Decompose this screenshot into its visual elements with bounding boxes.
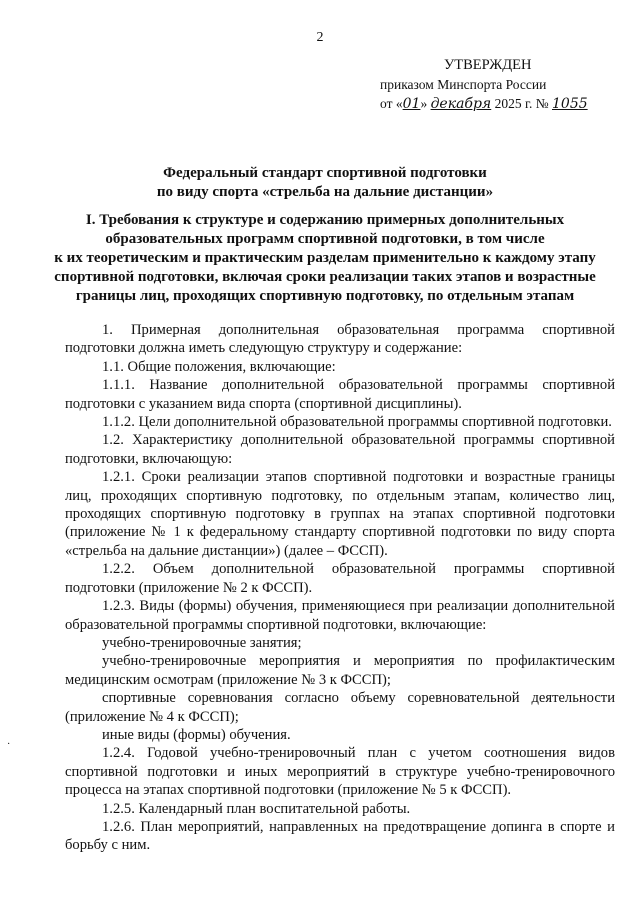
paragraph: 1.2.3. Виды (формы) обучения, применяющиеся при реализации дополнительной образовательной программы спортивной подготовки, включающие: <box>65 598 615 633</box>
approval-title: УТВЕРЖДЕН <box>444 57 532 73</box>
paragraph: 1.2.5. Календарный план воспитательной работы. <box>102 800 411 817</box>
title-line: по виду спорта «стрельба на дальние дистанции» <box>156 184 494 200</box>
section-heading-line: границы лиц, проходящих спортивную подготовку, по отдельным этапам <box>75 288 575 304</box>
date-prefix: от « <box>380 96 403 111</box>
document-body <box>65 321 615 855</box>
approval-block <box>380 56 620 114</box>
document-title <box>40 164 610 202</box>
approval-order-line: приказом Минспорта России <box>380 77 547 92</box>
margin-mark: · <box>7 739 11 750</box>
approval-date-line <box>380 94 620 114</box>
section-heading-line: спортивной подготовки, включая сроки реализации таких этапов и возрастные <box>54 269 596 285</box>
section-heading <box>40 211 610 306</box>
paragraph: 1.2.6. План мероприятий, направленных на предотвращение допинга в спорте и борьбу с ним. <box>65 818 615 854</box>
paragraph: 1.2.4. Годовой учебно-тренировочный план с учетом соотношения видов спортивной подготовки и иных мероприятий в структуре учебно-тренировочного процесса на этапах спортивной подготовки (приложение № 5 к ФССП). <box>65 745 615 799</box>
paragraph: 1.1. Общие положения, включающие: <box>102 358 336 375</box>
section-heading-line: образовательных программ спортивной подготовки, в том числе <box>105 231 545 247</box>
order-number-handwritten: 1055 <box>552 96 588 112</box>
date-month-handwritten: декабря <box>430 96 492 112</box>
paragraph: 1.2. Характеристику дополнительной образовательной программы спортивной подготовки, включающую: <box>65 432 615 467</box>
paragraph: 1.1.1. Название дополнительной образовательной программы спортивной подготовки с указанием вида спорта (спортивной дисциплины). <box>65 377 615 412</box>
page-number: 2 <box>316 30 324 45</box>
paragraph: 1.1.2. Цели дополнительной образовательной программы спортивной подготовки. <box>102 414 612 431</box>
paragraph: учебно-тренировочные мероприятия и мероприятия по профилактическим медицинским осмотрам (приложение № 3 к ФССП); <box>65 653 615 688</box>
paragraph: спортивные соревнования согласно объему соревновательной деятельности (приложение № 4 к ФССП); <box>65 690 615 725</box>
paragraph: учебно-тренировочные занятия; <box>102 634 302 651</box>
date-day-handwritten: 01 <box>402 96 421 112</box>
paragraph: иные виды (формы) обучения. <box>102 726 291 743</box>
date-mid: » <box>420 96 428 111</box>
paragraph: 1. Примерная дополнительная образовательная программа спортивной подготовки должна иметь следующую структуру и содержание: <box>65 322 615 357</box>
date-year: 2025 г. № <box>494 96 549 111</box>
title-line: Федеральный стандарт спортивной подготовки <box>163 165 487 181</box>
paragraph: 1.2.2. Объем дополнительной образовательной программы спортивной подготовки (приложение № 2 к ФССП). <box>65 561 615 596</box>
paragraph: 1.2.1. Сроки реализации этапов спортивной подготовки и возрастные границы лиц, проходящих спортивную подготовку, по отдельным этапам, количество лиц, проходящих спортивную подготовку в группах на этапах спортивной подготовки (приложение № 1 к федеральному стандарту спортивной подготовки по виду спорта «стрельба на дальние дистанции») (далее – ФССП). <box>65 469 615 559</box>
section-heading-line: I. Требования к структуре и содержанию примерных дополнительных <box>85 212 565 228</box>
section-heading-line: к их теоретическим и практическим разделам применительно к каждому этапу <box>54 250 596 266</box>
